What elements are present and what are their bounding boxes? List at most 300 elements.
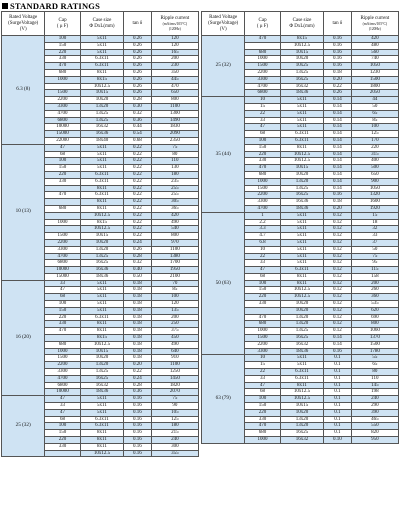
cap-cell: 68	[245, 389, 280, 396]
rated-voltage-cell: 50 (63)	[202, 212, 245, 355]
ripple-current-cell: 125	[151, 416, 198, 423]
ripple-current-cell: 115	[351, 267, 398, 274]
ripple-current-cell: 120	[151, 42, 198, 49]
case-size-cell: 8x11	[280, 144, 323, 151]
tan-delta-cell: 0.18	[124, 280, 152, 287]
cap-cell: 10	[245, 246, 280, 253]
case-size-cell: 5x11	[280, 233, 323, 240]
tan-delta-cell: 0.18	[124, 307, 152, 314]
case-size-cell: 5x11	[280, 110, 323, 117]
tan-delta-cell: 0.12	[324, 273, 352, 280]
case-size-cell: 8x11	[80, 321, 123, 328]
case-size-cell: 10x12.5	[80, 226, 123, 233]
tan-delta-cell: 0.18	[124, 301, 152, 308]
ripple-current-cell: 315	[351, 151, 398, 158]
ripple-current-cell: 1100	[151, 362, 198, 369]
table-row	[2, 396, 199, 403]
ripple-current-cell: 1320	[351, 192, 398, 199]
tan-delta-cell: 0.12	[324, 314, 352, 321]
cap-cell: 470	[45, 63, 80, 70]
case-size-cell: 10x15	[280, 403, 323, 410]
tan-delta-cell: 0.26	[124, 42, 152, 49]
ripple-current-cell: 640	[151, 348, 198, 355]
tan-delta-cell: 0.16	[124, 450, 152, 457]
ripple-current-cell: 240	[151, 437, 198, 444]
cap-cell: 47	[245, 267, 280, 274]
ripple-current-cell: 1820	[151, 382, 198, 389]
tan-delta-cell: 0.22	[124, 205, 152, 212]
ripple-current-cell: 300	[151, 443, 198, 450]
case-size-cell: 5x11	[280, 355, 323, 362]
case-size-cell: 16x36	[80, 131, 123, 138]
tan-delta-cell: 0.12	[324, 226, 352, 233]
ripple-current-cell: 125	[351, 131, 398, 138]
cap-cell	[45, 83, 80, 90]
cap-cell: 4.7	[245, 233, 280, 240]
cap-cell: 22000	[45, 137, 80, 144]
case-size-cell: 6.3x11	[80, 56, 123, 63]
case-size-cell: 5x11	[280, 246, 323, 253]
case-size-cell: 10x12.5	[280, 42, 323, 49]
case-size-cell: 18x36	[280, 90, 323, 97]
case-size-cell: 10x12.5	[280, 151, 323, 158]
case-size-cell: 5x11	[280, 212, 323, 219]
tan-delta-cell: 0.26	[124, 69, 152, 76]
cap-cell: 150	[245, 403, 280, 410]
ripple-current-cell: 2050	[351, 90, 398, 97]
tan-delta-cell: 0.18	[124, 348, 152, 355]
rated-voltage-cell: 25 (32)	[2, 396, 45, 457]
case-size-cell: 13x25	[280, 69, 323, 76]
case-size-cell: 5x11	[80, 409, 123, 416]
ripple-current-cell: 90	[151, 403, 198, 410]
case-size-cell: 16x32	[80, 124, 123, 131]
ripple-current-cell: 65	[351, 362, 398, 369]
tan-delta-cell: 0.50	[124, 273, 152, 280]
ripple-current-cell: 50	[351, 246, 398, 253]
case-size-cell: 10x20	[280, 307, 323, 314]
tan-delta-cell: 0.18	[124, 294, 152, 301]
ripple-current-cell: 465	[351, 416, 398, 423]
cap-cell: 220	[245, 151, 280, 158]
cap-cell	[245, 307, 280, 314]
ripple-current-cell: 540	[151, 226, 198, 233]
cap-cell: 150	[245, 287, 280, 294]
cap-cell: 15000	[45, 131, 80, 138]
tan-delta-cell: 0.16	[324, 348, 352, 355]
cap-cell: 10000	[45, 124, 80, 131]
ripple-current-cell: 445	[151, 76, 198, 83]
cap-cell: 1500	[245, 185, 280, 192]
tan-delta-cell: 0.36	[124, 389, 152, 396]
cap-cell: 47	[45, 144, 80, 151]
tan-delta-cell: 0.40	[124, 267, 152, 274]
tan-delta-cell: 0.1	[324, 409, 352, 416]
ripple-current-cell: 650	[151, 90, 198, 97]
case-size-cell: 5x11	[280, 226, 323, 233]
cap-cell: 47	[45, 287, 80, 294]
cap-cell: 33	[45, 280, 80, 287]
cap-cell: 150	[45, 430, 80, 437]
tan-delta-cell: 0.18	[124, 328, 152, 335]
case-size-cell: 13x25	[280, 185, 323, 192]
tan-delta-cell: 0.14	[324, 117, 352, 124]
ripple-current-cell: 1800	[351, 83, 398, 90]
case-size-cell: 13x20	[280, 314, 323, 321]
ripple-current-cell: 390	[351, 409, 398, 416]
tan-delta-cell: 0.16	[124, 430, 152, 437]
cap-cell: 330	[45, 178, 80, 185]
cap-cell: 33	[45, 403, 80, 410]
case-size-cell: 6.3x11	[80, 314, 123, 321]
tan-delta-cell: 0.16	[124, 423, 152, 430]
ripple-current-cell: 85	[351, 117, 398, 124]
ripple-current-cell: 2070	[151, 389, 198, 396]
cap-cell: 330	[45, 56, 80, 63]
tan-delta-cell: 0.10	[324, 437, 352, 444]
cap-cell: 2200	[45, 97, 80, 104]
ripple-current-cell: 1920	[351, 205, 398, 212]
cap-cell	[45, 450, 80, 457]
cap-cell: 680	[45, 205, 80, 212]
cap-cell: 680	[245, 171, 280, 178]
case-size-cell: 13x20	[280, 321, 323, 328]
ripple-current-cell: 650	[351, 171, 398, 178]
tan-delta-cell: 0.28	[124, 97, 152, 104]
ripple-current-cell: 400	[351, 158, 398, 165]
ripple-current-cell: 55	[351, 355, 398, 362]
tan-delta-cell: 0.18	[324, 199, 352, 206]
cap-cell: 4700	[245, 83, 280, 90]
case-size-cell: 5x11	[280, 97, 323, 104]
cap-cell: 10000	[45, 267, 80, 274]
case-size-cell: 10x20	[280, 56, 323, 63]
cap-cell	[45, 335, 80, 342]
table-row	[202, 355, 399, 362]
ripple-current-cell: 365	[151, 205, 198, 212]
tan-delta-cell: 0.16	[324, 36, 352, 43]
ripple-current-cell: 145	[351, 382, 398, 389]
case-size-cell: 8x11	[280, 273, 323, 280]
tan-delta-cell: 0.18	[124, 287, 152, 294]
ripple-current-cell: 490	[151, 341, 198, 348]
case-size-cell: 16x36	[280, 199, 323, 206]
cap-cell: 3300	[245, 76, 280, 83]
square-bullet-icon	[2, 3, 8, 9]
tan-delta-cell: 0.22	[124, 226, 152, 233]
case-size-cell: 16x25	[280, 192, 323, 199]
ripple-current-cell: 820	[351, 430, 398, 437]
tan-delta-cell: 0.18	[124, 335, 152, 342]
tan-delta-cell: 0.12	[324, 280, 352, 287]
tan-delta-cell: 0.16	[124, 437, 152, 444]
left-ratings-table	[1, 11, 199, 457]
cap-cell: 150	[45, 42, 80, 49]
ripple-current-cell: 490	[151, 219, 198, 226]
tan-delta-cell: 0.1	[324, 430, 352, 437]
tan-delta-cell: 0.12	[324, 233, 352, 240]
case-size-cell: 16x25	[280, 430, 323, 437]
cap-cell: 470	[45, 192, 80, 199]
ripple-current-cell: 500	[351, 165, 398, 172]
case-size-cell: 6.3x11	[280, 137, 323, 144]
tan-delta-cell: 0.30	[124, 103, 152, 110]
case-size-cell: 10x15	[80, 348, 123, 355]
cap-cell: 68	[245, 131, 280, 138]
case-size-cell: 5x11	[80, 294, 123, 301]
ripple-current-cell: 1830	[151, 124, 198, 131]
case-size-cell: 10x15	[280, 49, 323, 56]
tan-delta-cell: 0.12	[324, 301, 352, 308]
ripple-current-cell: 550	[351, 423, 398, 430]
ripple-current-cell: 100	[151, 294, 198, 301]
tan-delta-cell: 0.14	[324, 185, 352, 192]
cap-cell: 4700	[245, 205, 280, 212]
cap-cell	[245, 42, 280, 49]
cap-cell: 330	[45, 443, 80, 450]
cap-cell: 100	[245, 280, 280, 287]
tan-delta-cell: 0.44	[124, 124, 152, 131]
tan-delta-cell: 0.26	[124, 63, 152, 70]
case-size-cell: 10x12.5	[280, 287, 323, 294]
tan-delta-cell: 0.28	[124, 382, 152, 389]
ripple-current-cell: 95	[351, 260, 398, 267]
cap-cell: 150	[245, 144, 280, 151]
ripple-current-cell: 355	[151, 450, 198, 457]
ripple-current-cell: 420	[151, 212, 198, 219]
tan-delta-cell: 0.12	[324, 212, 352, 219]
cap-cell: 47	[245, 382, 280, 389]
case-size-cell: 13x20	[80, 362, 123, 369]
header-tan-delta: tan δ	[124, 12, 152, 36]
cap-cell: 3.3	[245, 226, 280, 233]
tan-delta-cell: 0.14	[324, 341, 352, 348]
tan-delta-cell: 0.22	[124, 192, 152, 199]
ripple-current-cell: 1050	[351, 185, 398, 192]
cap-cell: 220	[245, 294, 280, 301]
ripple-current-cell: 1300	[151, 110, 198, 117]
tan-delta-cell: 0.12	[324, 219, 352, 226]
tan-delta-cell: 0.1	[324, 362, 352, 369]
case-size-cell: 5x11	[80, 42, 123, 49]
ripple-current-cell: 165	[151, 49, 198, 56]
case-size-cell: 8x15	[80, 76, 123, 83]
cap-cell: 3300	[245, 199, 280, 206]
ripple-current-cell: 33	[351, 233, 398, 240]
rated-voltage-cell: 16 (20)	[2, 280, 45, 396]
case-size-cell: 5x11	[80, 287, 123, 294]
cap-cell: 470	[245, 36, 280, 43]
cap-cell: 22	[245, 253, 280, 260]
cap-cell	[45, 226, 80, 233]
cap-cell: 4700	[45, 253, 80, 260]
tan-delta-cell: 0.1	[324, 416, 352, 423]
tan-delta-cell: 0.1	[324, 423, 352, 430]
rated-voltage-cell: 10 (13)	[2, 144, 45, 280]
ripple-current-cell: 950	[351, 437, 398, 444]
ripple-current-cell: 1780	[351, 348, 398, 355]
tan-delta-cell: 0.26	[124, 56, 152, 63]
cap-cell: 33	[245, 260, 280, 267]
cap-cell: 6800	[245, 90, 280, 97]
case-size-cell: 10x20	[280, 409, 323, 416]
tan-delta-cell: 0.14	[324, 335, 352, 342]
tan-delta-cell: 0.20	[124, 362, 152, 369]
ripple-current-cell: 15	[351, 212, 398, 219]
ripple-current-cell: 1490	[151, 117, 198, 124]
tan-delta-cell: 0.12	[324, 287, 352, 294]
table-row	[202, 36, 399, 43]
ripple-current-cell: 220	[351, 144, 398, 151]
ripple-current-cell: 1950	[151, 267, 198, 274]
cap-cell: 1000	[45, 348, 80, 355]
cap-cell: 3300	[45, 103, 80, 110]
case-size-cell: 5x11	[80, 301, 123, 308]
case-size-cell: 16x32	[80, 382, 123, 389]
case-size-cell: 6.3x11	[80, 63, 123, 70]
cap-cell: 470	[45, 328, 80, 335]
case-size-cell: 6.3x11	[80, 416, 123, 423]
case-size-cell: 18x36	[80, 389, 123, 396]
cap-cell: 2200	[245, 341, 280, 348]
case-size-cell: 10x12.5	[80, 341, 123, 348]
table-row	[2, 280, 199, 287]
case-size-cell: 13x25	[80, 110, 123, 117]
cap-cell: 2200	[45, 239, 80, 246]
cap-cell: 1000	[245, 178, 280, 185]
case-size-cell: 5x11	[280, 253, 323, 260]
header-tan-delta: tan δ	[324, 12, 352, 36]
ripple-current-cell: 120	[151, 36, 198, 43]
cap-cell: 470	[245, 314, 280, 321]
case-size-cell: 6.3x11	[80, 423, 123, 430]
case-size-cell: 16x25	[280, 335, 323, 342]
cap-cell: 330	[245, 158, 280, 165]
tan-delta-cell: 0.16	[324, 63, 352, 70]
case-size-cell: 8x11	[80, 328, 123, 335]
cap-cell: 1500	[45, 355, 80, 362]
tan-delta-cell: 0.22	[124, 178, 152, 185]
case-size-cell: 8x11	[80, 443, 123, 450]
ripple-current-cell: 1600	[351, 199, 398, 206]
tan-delta-cell: 0.14	[324, 97, 352, 104]
tan-delta-cell: 0.16	[324, 42, 352, 49]
tan-delta-cell: 0.1	[324, 355, 352, 362]
cap-cell: 1000	[245, 56, 280, 63]
case-size-cell: 10x20	[80, 97, 123, 104]
ripple-current-cell: 260	[351, 287, 398, 294]
case-size-cell: 5x11	[80, 144, 123, 151]
case-size-cell: 5x11	[80, 307, 123, 314]
case-size-cell: 5x11	[280, 124, 323, 131]
case-size-cell: 13x25	[80, 253, 123, 260]
case-size-cell: 10x12.5	[80, 450, 123, 457]
case-size-cell: 16x32	[280, 437, 323, 444]
ripple-current-cell: 130	[151, 165, 198, 172]
cap-cell: 4700	[45, 375, 80, 382]
tan-delta-cell: 0.18	[124, 321, 152, 328]
case-size-cell: 6.3x11	[80, 178, 123, 185]
case-size-cell: 18x36	[280, 348, 323, 355]
tan-delta-cell: 0.26	[124, 83, 152, 90]
ripple-current-cell: 1700	[151, 260, 198, 267]
case-size-cell: 8x15	[80, 219, 123, 226]
tan-delta-cell: 0.16	[324, 49, 352, 56]
case-size-cell: 8x11	[80, 69, 123, 76]
right-ratings-table	[201, 11, 399, 444]
ripple-current-cell: 900	[351, 178, 398, 185]
ripple-current-cell: 800	[151, 233, 198, 240]
ripple-current-cell: 1450	[151, 375, 198, 382]
ripple-current-cell: 230	[151, 63, 198, 70]
ripple-current-cell: 170	[351, 137, 398, 144]
ripple-current-cell: 1380	[151, 253, 198, 260]
tan-delta-cell: 0.14	[324, 124, 352, 131]
tan-delta-cell: 0.14	[324, 110, 352, 117]
case-size-cell: 18x36	[280, 205, 323, 212]
cap-cell: 33	[245, 117, 280, 124]
ripple-current-cell: 690	[351, 314, 398, 321]
ripple-current-cell: 2350	[151, 137, 198, 144]
cap-cell: 1	[245, 212, 280, 219]
tan-delta-cell: 0.22	[124, 369, 152, 376]
ripple-current-cell: 85	[151, 287, 198, 294]
case-size-cell: 8x11	[80, 199, 123, 206]
cap-cell: 6800	[45, 382, 80, 389]
tan-delta-cell: 0.22	[124, 144, 152, 151]
cap-cell: 1000	[45, 76, 80, 83]
ripple-current-cell: 180	[151, 423, 198, 430]
cap-cell: 10000	[45, 389, 80, 396]
ripple-current-cell: 215	[151, 430, 198, 437]
cap-cell: 220	[245, 409, 280, 416]
ripple-current-cell: 32	[351, 226, 398, 233]
tan-delta-cell: 0.22	[324, 83, 352, 90]
cap-cell: 1500	[45, 233, 80, 240]
ripple-current-cell: 970	[151, 239, 198, 246]
ripple-current-cell: 200	[151, 56, 198, 63]
case-size-cell: 18x40	[80, 137, 123, 144]
case-size-cell: 5x11	[80, 49, 123, 56]
case-size-cell: 10x12.5	[280, 294, 323, 301]
cap-cell: 1000	[45, 219, 80, 226]
cap-cell: 470	[245, 423, 280, 430]
tan-delta-cell: 0.12	[324, 307, 352, 314]
tan-delta-cell: 0.68	[124, 137, 152, 144]
cap-cell: 1000	[245, 437, 280, 444]
case-size-cell: 5x11	[80, 165, 123, 172]
tan-delta-cell: 0.32	[124, 110, 152, 117]
rated-voltage-cell: 6.3 (8)	[2, 36, 45, 145]
tan-delta-cell: 0.26	[124, 90, 152, 97]
case-size-cell: 10x20	[280, 171, 323, 178]
header-rated-voltage: Rated Voltage (SurgeVoltage) (V)	[202, 12, 245, 36]
tan-delta-cell: 0.54	[124, 131, 152, 138]
cap-cell	[45, 185, 80, 192]
ripple-current-cell: 250	[151, 321, 198, 328]
header-ripple-current: Ripple current (mA/rms/105°C) (120Hz)	[351, 12, 398, 36]
ripple-current-cell: 18	[351, 219, 398, 226]
tan-delta-cell: 0.22	[124, 219, 152, 226]
tan-delta-cell: 0.26	[324, 90, 352, 97]
tan-delta-cell: 0.1	[324, 396, 352, 403]
case-size-cell: 5x11	[80, 403, 123, 410]
table-row	[2, 144, 199, 151]
cap-cell: 220	[45, 314, 80, 321]
case-size-cell: 13x25	[80, 369, 123, 376]
tan-delta-cell: 0.18	[124, 355, 152, 362]
ripple-current-cell: 480	[351, 42, 398, 49]
